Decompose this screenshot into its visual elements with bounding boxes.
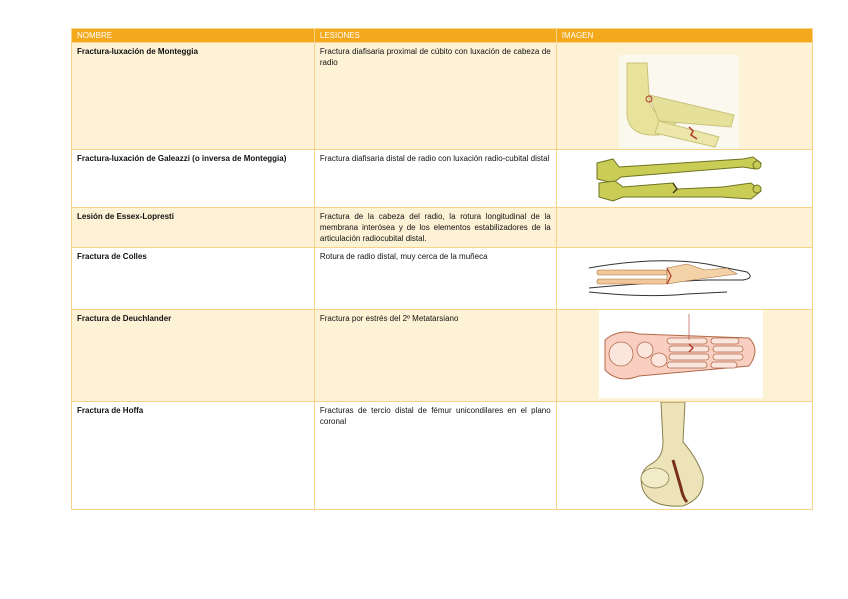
row-name: Fractura de Colles <box>72 248 315 310</box>
row-name: Fractura-luxación de Monteggia <box>72 43 315 150</box>
table-row <box>72 150 813 208</box>
row-image-cell <box>556 248 812 310</box>
header-lesiones: LESIONES <box>314 29 556 43</box>
row-lesion: Fractura diafisaria proximal de cúbito con luxación de cabeza de radio <box>314 43 556 150</box>
table-header-row <box>72 29 813 43</box>
foot-bones-icon <box>599 310 763 398</box>
colles-fracture-icon <box>587 252 757 310</box>
femur-condyle-fracture-icon <box>637 402 717 508</box>
fracture-table <box>71 28 813 510</box>
forearm-elbow-fracture-icon <box>619 55 739 149</box>
table-row <box>72 310 813 402</box>
table-row <box>72 208 813 248</box>
header-nombre: NOMBRE <box>72 29 315 43</box>
row-image-cell <box>556 43 812 150</box>
row-lesion: Fractura diafisaria distal de radio con luxación radio-cubital distal <box>314 150 556 208</box>
row-name: Fractura de Deuchlander <box>72 310 315 402</box>
row-name: Fractura-luxación de Galeazzi (o inversa de Monteggia) <box>72 150 315 208</box>
forearm-bones-fracture-icon <box>593 153 763 205</box>
row-lesion: Fractura de la cabeza del radio, la rotura longitudinal de la membrana interósea y de los elementos estabilizadores de la articulación radiocubital distal. <box>314 208 556 248</box>
header-imagen: IMAGEN <box>556 29 812 43</box>
row-lesion: Rotura de radio distal, muy cerca de la muñeca <box>314 248 556 310</box>
row-lesion: Fractura por estrés del 2º Metatarsiano <box>314 310 556 402</box>
table-row <box>72 248 813 310</box>
row-image-cell <box>556 208 812 248</box>
row-image-cell <box>556 402 812 510</box>
table-row <box>72 43 813 150</box>
row-image-cell <box>556 150 812 208</box>
row-lesion: Fracturas de tercio distal de fémur unicondilares en el plano coronal <box>314 402 556 510</box>
row-name: Lesión de Essex-Lopresti <box>72 208 315 248</box>
row-image-cell <box>556 310 812 402</box>
table-row <box>72 402 813 510</box>
row-name: Fractura de Hoffa <box>72 402 315 510</box>
